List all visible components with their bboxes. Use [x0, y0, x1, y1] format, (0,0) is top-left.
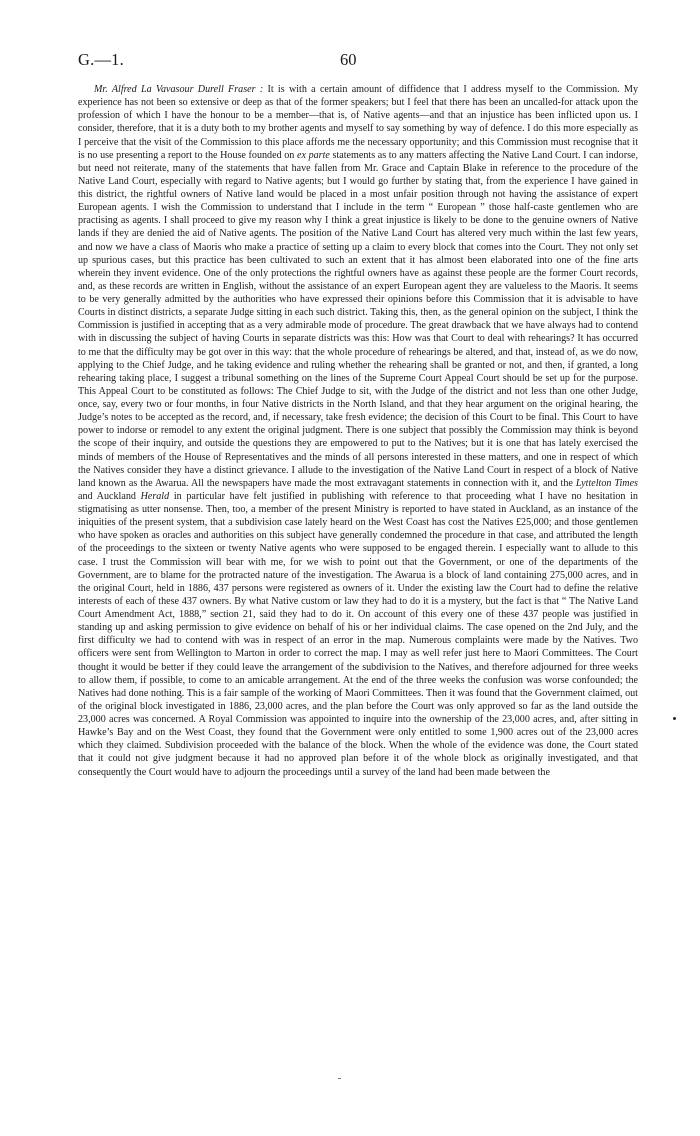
margin-mark [673, 717, 676, 720]
text-segment: It is with a certain amount of diffidence that I address myself to the Commission. My experience has not been so extensive or deep as that of the former speakers; but I feel that there has been an uncalled-for attack upon the profession of which I have the honour to be a member—that is, of Native agents—and that an injustice has been inflicted upon us. I consider, therefore, that it is a duty both to my brother agents and myself to say something by way of defence. I do this more especially as I perceive that the visit of the Commission to this place affords me the necessary opportunity; and this Commission must recognise that it is no use presenting a report to the House founded on [78, 84, 638, 161]
footer-mark [338, 1078, 341, 1079]
text-segment: in particular have felt justified in publishing with reference to that proceeding what I have no hesitation in stigmatising as utter nonsense. Then, too, a member of the present Ministry is reported to have stated in Auckland, as an instance of the iniquities of the present system, that a subdivision case lately heard on the West Coast has cost the Natives £25,000; and those gentlemen who have spoken as oracles and authorities on this subject have generally condemned the procedure in that case, and attributed the length of the proceedings to the sixteen or twenty Native agents who were supposed to be engaged therein. I especially want to allude to this case. I trust the Commission will bear with me, for we wish to point out that the Government, or one of the departments of the Government, are to blame for the protracted nature of the investigation. The Awarua is a block of land containing 275,000 acres, and in the original Court, held in 1886, 437 persons were registered as owners of it. Under the existing law the Court had to define the relative interests of each of these 437 owners. By what Native custom or law they had to do it is a mystery, but the fact is that “ The Native Land Court Amendment Act, 1888,” section 21, said they had to do it. On account of this every one of these 437 people was justified in standing up and asking permission to give evidence on behalf of his or her individual claims. The case opened on the 2nd July, and the first difficulty we had to contend with was in respect of an error in the map. Numerous complaints were made by the Natives. Two officers were sent from Wellington to Marton in order to correct the map. I may as well refer just here to Maori Committees. The Court thought it would be better if they could leave the arrangement of the subdivision to the Natives, and therefore adjourned for three weeks to allow them, if possible, to come to an amicable arrangement. At the end of the three weeks the confusion was worse confounded; the Natives had done nothing. This is a fair sample of the working of Maori Committees. Then it was found that the Government claimed, out of the original block investigated in 1886, 23,000 acres, and the plan before the Court was only approved so far as the land outside the 23,000 acres was concerned. A Royal Commission was appointed to inquire into the ownership of the 23,000 acres, and, after sitting in Hawke’s Bay and on the West Coast, they found that the Government were only entitled to some 1,900 acres out of the 23,000 acres which they claimed. Subdivision proceeded with the balance of the block. When the whole of the evidence was done, the Court stated that it could not give judgment because it had no approved plan before it of the whole block as originally investigated, and that consequently the Court would have to adjourn the proceedings until a survey of the land had been made between the [78, 490, 638, 778]
page-number: 60 [340, 50, 357, 69]
speech-paragraph [78, 83, 638, 779]
newspaper-title: Herald [140, 490, 170, 502]
body-text [78, 83, 638, 779]
speaker-name: Mr. Alfred La Vavasour Durell Fraser : [94, 84, 264, 95]
italic-term: ex parte [296, 149, 330, 161]
newspaper-title: Lyttelton Times [575, 477, 638, 489]
text-segment: and Auckland [78, 490, 141, 502]
text-segment: statements as to any matters affecting the Native Land Court. I can indorse, but need not reiterate, many of the statements that have fallen from Mr. Grace and Captain Blake in reference to the procedure of the Native Land Court, especially with regard to Native agents; but I would go further by stating that, from the experience I have gained in this district, the rightful owners of Native land would be placed in a most unfair position through not having the assistance of expert European agents. I wish the Commission to understand that I include in the term “ European ” those half-caste gentlemen who are practising as agents. I shall proceed to give my reason why I think a great injustice is likely to be done to the genuine owners of Native lands if they are denied the aid of Native agents. The position of the Native Land Court has altered very much within the last few years, and now we have a class of Maoris who make a practice of setting up a claim to every block that comes into the Court. They not only set up spurious cases, but this practice has been cultivated to such an extent that it has almost been elaborated into one of the fine arts wherein they invent evidence. One of the only protections the rightful owners have as against these people are the former Court records, and, as these records are written in English, without the assistance of an expert European agent they are valueless to the Maoris. It seems to be very generally admitted by the authorities who have expressed their opinions before this Commission that it is advisable to have Courts in distinct districts, a separate Judge sitting in each such district. Taking this, then, as the general opinion on the subject, I think the Commission is justified in accepting that as a very admirable mode of procedure. The great drawback that we have always had to contend with in discussing the subject of having Courts in separate districts was this: How was that Court to deal with rehearings? It has occurred to me that the difficulty may be got over in this way: that the whole procedure of rehearings be altered, and that, instead of, as we do now, applying to the Chief Judge, and he taking evidence and ruling whether the rehearing shall be granted or not, and then, if granted, a long rehearing taking place, I suggest a tribunal something on the lines of the Supreme Court Appeal Court should be set up for the purpose. This Appeal Court to be constituted as follows: The Chief Judge to sit, with the Judge of the district and not less than one other Judge, once, say, every two or four months, in four Native districts in the North Island, and that they hear argument on the original hearing, the Judge’s notes to be accepted as the record, and, if necessary, take fresh evidence; the decision of this Court to be final. This Court to have power to indorse or remodel to any extent the original judgment. There is one subject that possibly the Commission may think is beyond the scope of their inquiry, and outside the questions they are empowered to put to the Natives; but it is one that has lately exercised the minds of members of the House of Representatives and the minds of all persons interested in these matters, and one in respect of which the Natives consider they have a distinct grievance. I allude to the investigation of the Native Land Court in respect of a block of Native land known as the Awarua. All the newspapers have made the most extravagant statements in connection with it, and the [78, 149, 638, 489]
page-header [78, 50, 638, 74]
document-reference: G.—1. [78, 50, 124, 69]
